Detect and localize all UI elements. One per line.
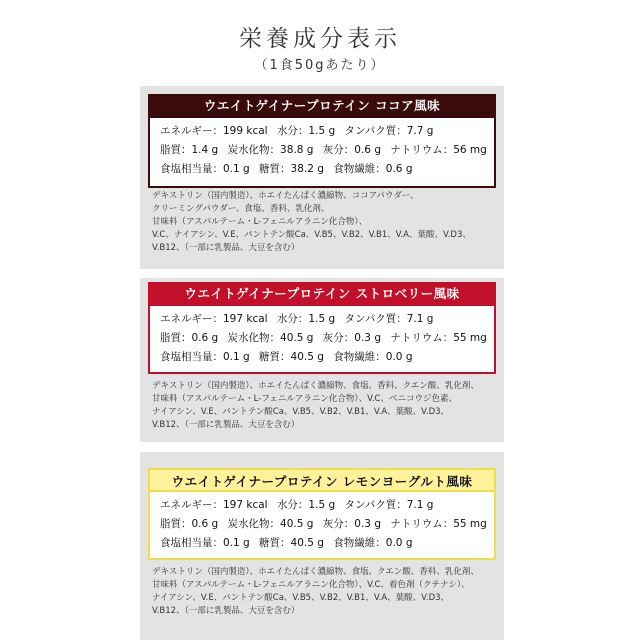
- nutrition-value: 炭水化物：38.8 g: [227, 144, 314, 156]
- nutrition-value: 糖質：38.2 g: [259, 163, 324, 175]
- ingredients-list: [152, 380, 496, 432]
- product-panel-strawberry: [140, 278, 504, 442]
- ingredients-line: V.C、ナイアシン、V.E、パントテン酸Ca、V.B5、V.B2、V.B1、V.A、葉酸、V.D3、: [152, 230, 471, 240]
- nutrition-value: 食塩相当量：0.1 g: [160, 351, 250, 363]
- nutrition-value: 灰分：0.6 g: [322, 144, 381, 156]
- nutrition-box: [148, 492, 496, 560]
- product-panel-lemon-yogurt: [140, 452, 504, 640]
- nutrition-value: 脂質：0.6 g: [160, 332, 219, 344]
- nutrition-row: [160, 515, 487, 534]
- nutrition-row: [160, 534, 484, 553]
- nutrition-value: 脂質：1.4 g: [160, 144, 219, 156]
- nutrition-value: 食物繊維：0.0 g: [333, 351, 413, 363]
- nutrition-value: タンパク質：7.1 g: [344, 499, 434, 511]
- nutrition-value: 水分：1.5 g: [276, 313, 336, 325]
- ingredients-line: 甘味料（アスパルテーム・L-フェニルアラニン化合物）、V.C、着色剤（クチナシ）、: [152, 580, 470, 590]
- ingredients-line: ナイアシン、V.E、パントテン酸Ca、V.B5、V.B2、V.B1、V.A、葉酸、V.D3、: [152, 407, 450, 417]
- nutrition-row: [160, 329, 487, 348]
- nutrition-value: タンパク質：7.7 g: [344, 125, 434, 137]
- nutrition-row: [160, 141, 487, 160]
- nutrition-value: 炭水化物：40.5 g: [227, 332, 314, 344]
- ingredients-line: 甘味料（アスパルテーム・L-フェニルアラニン化合物）、: [152, 217, 368, 227]
- nutrition-value: 水分：1.5 g: [276, 499, 336, 511]
- nutrition-value: エネルギー：199 kcal: [160, 125, 268, 137]
- ingredients-line: V.B12、（一部に乳製品、大豆を含む）: [152, 243, 300, 253]
- nutrition-value: エネルギー：197 kcal: [160, 499, 268, 511]
- nutrition-row: [160, 310, 484, 329]
- nutrition-value: 糖質：40.5 g: [259, 351, 324, 363]
- nutrition-value: 食物繊維：0.6 g: [333, 163, 413, 175]
- nutrition-value: ナトリウム：55 mg: [390, 332, 487, 344]
- ingredients-line: 甘味料（アスパルテーム・L-フェニルアラニン化合物）、V.C、ベニコウジ色素、: [152, 394, 457, 404]
- ingredients-list: [152, 190, 496, 255]
- nutrition-box: [148, 118, 496, 188]
- product-panel-cocoa: [140, 86, 504, 269]
- page-subtitle: （1食50gあたり）: [254, 58, 386, 73]
- nutrition-value: 脂質：0.6 g: [160, 518, 219, 530]
- nutrition-row: [160, 122, 484, 141]
- nutrition-value: 食塩相当量：0.1 g: [160, 537, 250, 549]
- nutrition-value: エネルギー：197 kcal: [160, 313, 268, 325]
- nutrition-value: 食物繊維：0.0 g: [333, 537, 413, 549]
- nutrition-value: ナトリウム：55 mg: [390, 518, 487, 530]
- ingredients-line: ナイアシン、V.E、パントテン酸Ca、V.B5、V.B2、V.B1、V.A、葉酸、V.D3、: [152, 593, 450, 603]
- ingredients-line: デキストリン（国内製造）、ホエイたんぱく濃縮物、ココアパウダー、: [152, 191, 419, 201]
- nutrition-value: 水分：1.5 g: [276, 125, 336, 137]
- nutrition-value: 糖質：40.5 g: [259, 537, 324, 549]
- nutrition-value: 灰分：0.3 g: [322, 332, 381, 344]
- page-title: 栄養成分表示: [239, 26, 401, 52]
- ingredients-line: クリーミングパウダー、食塩、香料、乳化剤、: [152, 204, 330, 214]
- nutrition-value: タンパク質：7.1 g: [344, 313, 434, 325]
- nutrition-row: [160, 348, 484, 367]
- nutrition-value: 食塩相当量：0.1 g: [160, 163, 250, 175]
- product-name: ウエイトゲイナープロテイン ストロベリー風味: [148, 282, 496, 306]
- nutrition-box: [148, 306, 496, 374]
- ingredients-line: V.B12、（一部に乳製品、大豆を含む）: [152, 606, 300, 616]
- nutrition-row: [160, 496, 484, 515]
- nutrition-value: 炭水化物：40.5 g: [227, 518, 314, 530]
- nutrition-value: 灰分：0.3 g: [322, 518, 381, 530]
- ingredients-line: デキストリン（国内製造）、ホエイたんぱく濃縮物、食塩、香料、クエン酸、乳化剤、: [152, 381, 479, 391]
- product-name: ウエイトゲイナープロテイン ココア風味: [148, 94, 496, 118]
- nutrition-value: ナトリウム：56 mg: [390, 144, 487, 156]
- ingredients-list: [152, 566, 496, 618]
- ingredients-line: デキストリン（国内製造）、ホエイたんぱく濃縮物、食塩、クエン酸、香料、乳化剤、: [152, 567, 479, 577]
- ingredients-line: V.B12、（一部に乳製品、大豆を含む）: [152, 420, 300, 430]
- nutrition-row: [160, 160, 484, 179]
- product-name: ウエイトゲイナープロテイン レモンヨーグルト風味: [148, 468, 496, 492]
